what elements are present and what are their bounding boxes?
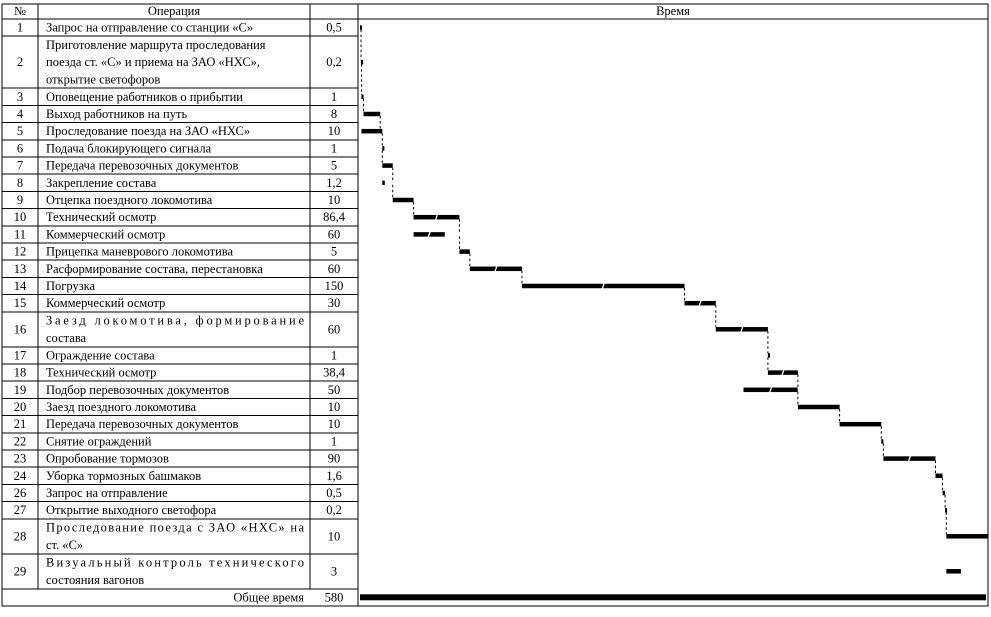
duration-value: 0,5: [326, 486, 342, 500]
operation-text: Запрос на отправление со станции «С»: [46, 20, 254, 35]
operation-text: открытие светофоров: [46, 72, 161, 87]
row-number: 22: [13, 434, 27, 449]
table-row: [14, 262, 522, 276]
row-number: 10: [13, 210, 27, 225]
total-row: [233, 590, 986, 604]
header-num: №: [14, 4, 26, 18]
total-label: Общее время: [233, 590, 304, 605]
operation-text: Коммерческий осмотр: [46, 296, 166, 311]
operation-text: Проследование поезда на ЗАО «НХС»: [46, 124, 251, 139]
gantt-bar: [382, 146, 384, 151]
duration-value: 60: [327, 261, 341, 276]
table-row: [14, 210, 460, 224]
row-number: 16: [13, 322, 27, 337]
gantt-bar: [798, 405, 840, 410]
row-number: 29: [13, 564, 27, 579]
row-number: 20: [13, 400, 27, 414]
table-row: [14, 383, 798, 397]
duration-value: 60: [327, 227, 341, 242]
operation-text: состава: [46, 330, 87, 345]
row-number: 26: [13, 486, 27, 500]
operation-text: Коммерческий осмотр: [46, 227, 166, 242]
gantt-bar: [382, 181, 385, 186]
gantt-bar: [946, 569, 961, 574]
row-number: 6: [16, 141, 24, 156]
row-number: 2: [16, 55, 24, 70]
dependency-lines: [361, 30, 988, 570]
duration-value: 0,5: [326, 20, 342, 35]
duration-value: 60: [327, 322, 341, 337]
total-value: 580: [324, 590, 344, 605]
duration-value: 1: [330, 348, 338, 363]
row-number: 1: [16, 20, 24, 35]
table-row: [14, 296, 716, 310]
table-row: [17, 159, 393, 173]
gantt-bar: [361, 95, 363, 100]
operation-text: Снятие ограждений: [46, 434, 152, 449]
table-row: [17, 141, 385, 155]
gantt-bar: [945, 508, 947, 513]
total-bar: [360, 594, 986, 600]
duration-value: 10: [327, 124, 341, 139]
table-row: [14, 400, 840, 414]
gantt-bar: [881, 439, 883, 444]
duration-value: 86,4: [323, 210, 345, 225]
operation-text: Прицепка маневрового локомотива: [46, 244, 234, 259]
operation-text: поезда ст. «С» и приема на ЗАО «НХС»,: [46, 55, 261, 70]
duration-value: 1: [330, 141, 338, 156]
operation-text: Закрепление состава: [46, 175, 157, 190]
gantt-bar: [360, 25, 362, 30]
operation-text: Передача перевозочных документов: [46, 417, 239, 432]
gantt-bar: [946, 534, 988, 539]
row-number: 15: [13, 296, 27, 311]
row-number: 24: [13, 468, 27, 483]
header-operation: Операция: [147, 4, 201, 18]
duration-value: 0,2: [326, 55, 342, 70]
table-row: [14, 366, 798, 380]
duration-value: 0,2: [326, 503, 342, 518]
gantt-bar: [768, 353, 770, 358]
row-number: 27: [13, 503, 27, 518]
operation-text: Подача блокирующего сигнала: [46, 141, 212, 156]
row-number: 28: [13, 529, 27, 544]
operation-text: Оповещение работников о прибытии: [46, 89, 243, 104]
duration-value: 90: [327, 451, 341, 466]
table-row: [17, 107, 380, 121]
duration-value: 5: [330, 158, 338, 173]
operation-text: Заезд локомотива, формирование: [46, 313, 305, 328]
table-row: [14, 417, 882, 431]
operation-text: Ограждение состава: [46, 348, 155, 363]
duration-value: 10: [327, 529, 341, 544]
operation-text: Погрузка: [46, 279, 96, 293]
table-row: [14, 314, 768, 345]
row-number: 7: [16, 158, 24, 173]
table-row: [14, 434, 884, 448]
table-row: [14, 227, 445, 241]
duration-value: 10: [327, 400, 341, 414]
duration-value: 1,6: [326, 468, 342, 483]
table-row: [14, 486, 945, 500]
row-number: 8: [16, 175, 24, 190]
table-row: [17, 176, 385, 190]
gantt-bar: [361, 60, 363, 64]
duration-value: 5: [330, 244, 338, 259]
gantt-bar: [935, 474, 942, 479]
operation-text: Выход работников на путь: [46, 107, 188, 121]
row-number: 17: [13, 348, 27, 363]
operation-text: Опробование тормозов: [46, 451, 169, 466]
header-time: Время: [656, 4, 690, 18]
row-number: 9: [16, 193, 24, 207]
gantt-bar: [382, 163, 392, 168]
row-number: 19: [13, 382, 27, 397]
gantt-bar: [393, 198, 414, 203]
row-number: 21: [13, 417, 27, 432]
table-row: [17, 38, 363, 86]
operation-text: Подбор перевозочных документов: [46, 382, 230, 397]
operation-text: Отцепка поездного локомотива: [46, 193, 213, 207]
duration-value: 8: [330, 107, 338, 121]
operation-text: Передача перевозочных документов: [46, 158, 239, 173]
row-number: 5: [16, 124, 24, 139]
table-row: [14, 469, 943, 483]
row-number: 11: [13, 227, 27, 242]
operation-text: Технический осмотр: [46, 210, 157, 225]
table-row: [14, 521, 988, 552]
table-row: [14, 279, 685, 293]
operation-text: Уборка тормозных башмаков: [46, 468, 202, 483]
operation-text: Открытие выходного светофора: [46, 503, 217, 518]
gantt-bar: [361, 129, 382, 134]
gantt-bar: [840, 422, 882, 427]
row-number: 3: [16, 89, 24, 104]
gantt-bar: [943, 491, 946, 496]
operation-text: состояния вагонов: [46, 572, 145, 587]
row-number: 14: [13, 279, 27, 293]
table-row: [17, 193, 414, 207]
duration-value: 10: [327, 193, 341, 207]
operation-text: ст. «С»: [46, 537, 84, 552]
gantt-bar: [459, 249, 469, 254]
table-row: [17, 90, 364, 104]
operation-text: Приготовление маршрута проследования: [46, 38, 266, 52]
gantt-bar: [364, 112, 381, 117]
table-row: [14, 245, 470, 259]
duration-value: 1: [330, 89, 338, 104]
row-number: 18: [13, 365, 27, 380]
operation-text: Визуальный контроль технического: [46, 555, 304, 570]
table-row: [14, 556, 961, 587]
table-row: [14, 452, 936, 466]
operation-text: Заезд поездного локомотива: [46, 400, 197, 414]
operation-text: Запрос на отправление: [46, 486, 168, 500]
table-row: [17, 124, 382, 138]
duration-value: 3: [330, 564, 338, 579]
row-number: 12: [13, 244, 27, 259]
operation-text: Проследование поезда с ЗАО «НХС» на: [46, 520, 304, 535]
table-row: [14, 348, 770, 362]
table-row: [14, 503, 947, 517]
header-row: [14, 4, 690, 18]
duration-value: 30: [327, 296, 341, 311]
row-number: 13: [13, 261, 27, 276]
operation-text: Расформирование состава, перестановка: [46, 261, 263, 276]
row-number: 23: [13, 451, 27, 466]
duration-value: 150: [324, 279, 344, 293]
duration-value: 1,2: [326, 175, 342, 190]
duration-value: 10: [327, 417, 341, 432]
duration-value: 38,4: [323, 365, 345, 380]
operation-text: Технический осмотр: [46, 365, 157, 380]
duration-value: 50: [327, 382, 341, 397]
duration-value: 1: [330, 434, 338, 449]
row-number: 4: [16, 107, 24, 121]
